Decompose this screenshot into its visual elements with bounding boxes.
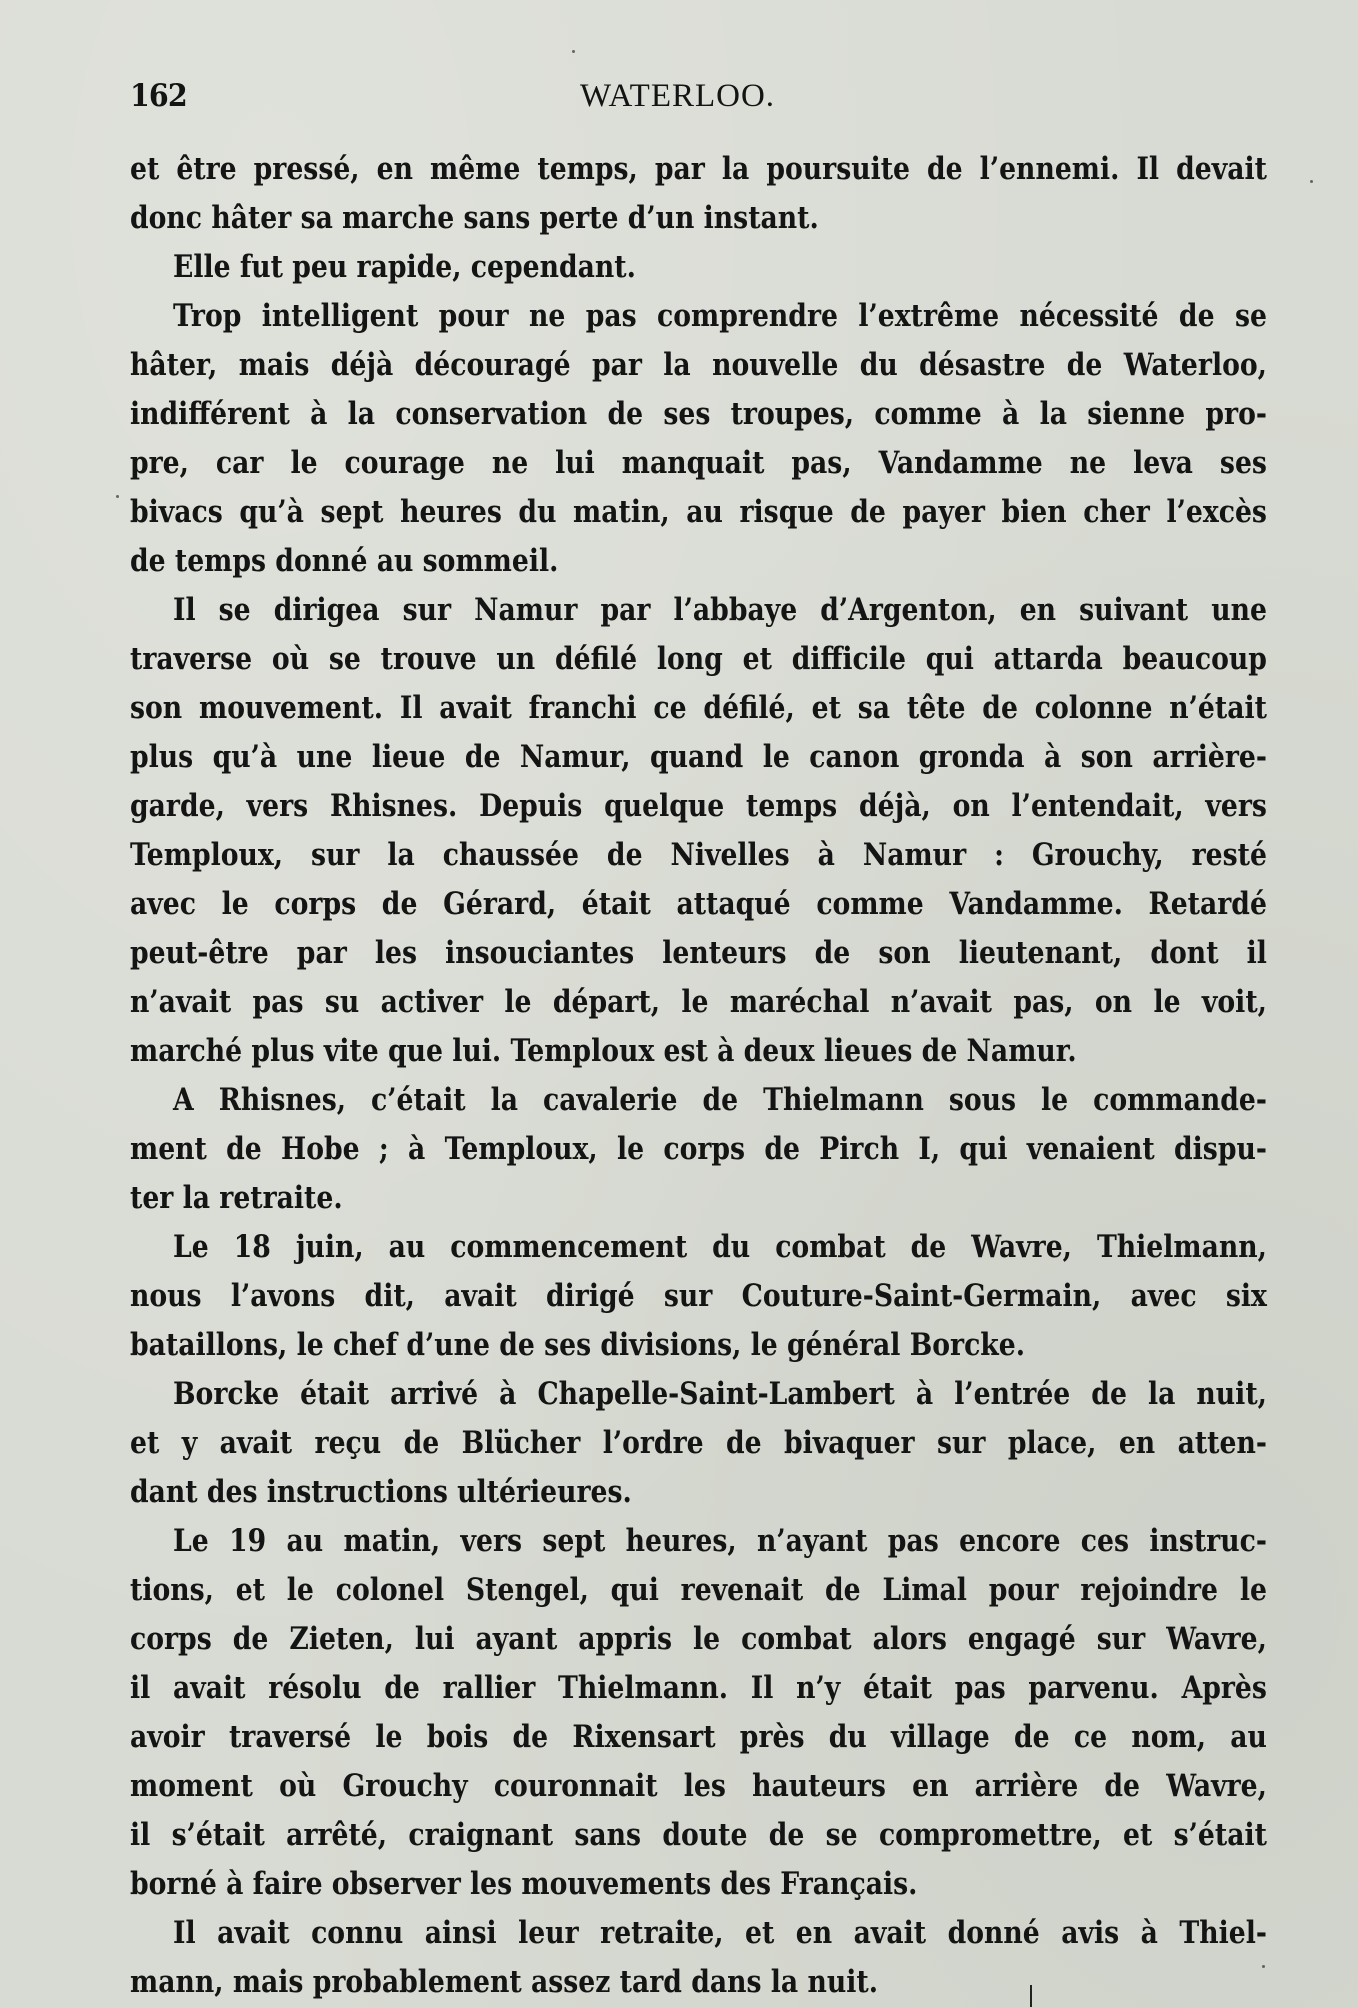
text-line: Il avait connu ainsi leur retraite, et en avait donné avis à Thiel-: [173, 1915, 1267, 1951]
text-line: et y avait reçu de Blücher l’ordre de bivaquer sur place, en atten-: [130, 1425, 1267, 1461]
text-line: plus qu’à une lieue de Namur, quand le canon gronda à son arrière-: [130, 739, 1267, 775]
paper-speck: [116, 495, 119, 498]
page-number: 162: [130, 78, 187, 114]
text-line: n’avait pas su activer le départ, le maréchal n’avait pas, on le voit,: [130, 984, 1267, 1020]
text-line: traverse où se trouve un défilé long et difficile qui attarda beaucoup: [130, 641, 1267, 677]
text-line: A Rhisnes, c’était la cavalerie de Thielmann sous le commande-: [173, 1082, 1267, 1118]
text-line: garde, vers Rhisnes. Depuis quelque temps déjà, on l’entendait, vers: [130, 788, 1267, 824]
text-line: et être pressé, en même temps, par la poursuite de l’ennemi. Il devait: [130, 151, 1267, 187]
text-line: Il se dirigea sur Namur par l’abbaye d’Argenton, en suivant une: [173, 592, 1267, 628]
text-line: donc hâter sa marche sans perte d’un instant.: [130, 200, 819, 236]
text-line: hâter, mais déjà découragé par la nouvelle du désastre de Waterloo,: [130, 347, 1267, 383]
text-line: peut-être par les insouciantes lenteurs de son lieutenant, dont il: [130, 935, 1267, 971]
text-line: ter la retraite.: [130, 1180, 343, 1216]
body-text: [130, 145, 1267, 2007]
text-line: tions, et le colonel Stengel, qui revenait de Limal pour rejoindre le: [130, 1572, 1267, 1608]
text-line: il avait résolu de rallier Thielmann. Il n’y était pas parvenu. Après: [130, 1670, 1267, 1706]
text-line: Elle fut peu rapide, cependant.: [173, 249, 636, 285]
page-header: [130, 78, 1267, 118]
text-line: marché plus vite que lui. Temploux est à deux lieues de Namur.: [130, 1033, 1077, 1069]
text-line: avoir traversé le bois de Rixensart près du village de ce nom, au: [130, 1719, 1267, 1755]
paper-speck: [1310, 180, 1313, 183]
text-line: corps de Zieten, lui ayant appris le combat alors engagé sur Wavre,: [130, 1621, 1267, 1657]
text-line: Temploux, sur la chaussée de Nivelles à Namur : Grouchy, resté: [130, 837, 1267, 873]
text-line: indifférent à la conservation de ses troupes, comme à la sienne pro-: [130, 396, 1267, 432]
text-line: il s’était arrêté, craignant sans doute de se compromettre, et s’était: [130, 1817, 1267, 1853]
text-line: bivacs qu’à sept heures du matin, au risque de payer bien cher l’excès: [130, 494, 1267, 530]
text-line: de temps donné au sommeil.: [130, 543, 559, 579]
text-line: dant des instructions ultérieures.: [130, 1474, 632, 1510]
text-line: Le 19 au matin, vers sept heures, n’ayant pas encore ces instruc-: [173, 1523, 1267, 1559]
text-line: bataillons, le chef d’une de ses divisions, le général Borcke.: [130, 1327, 1026, 1363]
text-line: son mouvement. Il avait franchi ce défilé, et sa tête de colonne n’était: [130, 690, 1267, 726]
text-line: Le 18 juin, au commencement du combat de Wavre, Thielmann,: [173, 1229, 1267, 1265]
text-line: avec le corps de Gérard, était attaqué comme Vandamme. Retardé: [130, 886, 1267, 922]
text-line: Borcke était arrivé à Chapelle-Saint-Lambert à l’entrée de la nuit,: [173, 1376, 1267, 1412]
text-line: moment où Grouchy couronnait les hauteurs en arrière de Wavre,: [130, 1768, 1267, 1804]
running-title: WATERLOO.: [580, 78, 776, 114]
text-line: pre, car le courage ne lui manquait pas, Vandamme ne leva ses: [130, 445, 1267, 481]
text-line: borné à faire observer les mouvements des Français.: [130, 1866, 918, 1902]
text-line: mann, mais probablement assez tard dans la nuit.: [130, 1964, 878, 2000]
text-line: nous l’avons dit, avait dirigé sur Couture-Saint-Germain, avec six: [130, 1278, 1267, 1314]
text-line: ment de Hobe ; à Temploux, le corps de Pirch I, qui venaient dispu-: [130, 1131, 1267, 1167]
paper-speck: [572, 50, 575, 53]
text-line: Trop intelligent pour ne pas comprendre l’extrême nécessité de se: [173, 298, 1267, 334]
